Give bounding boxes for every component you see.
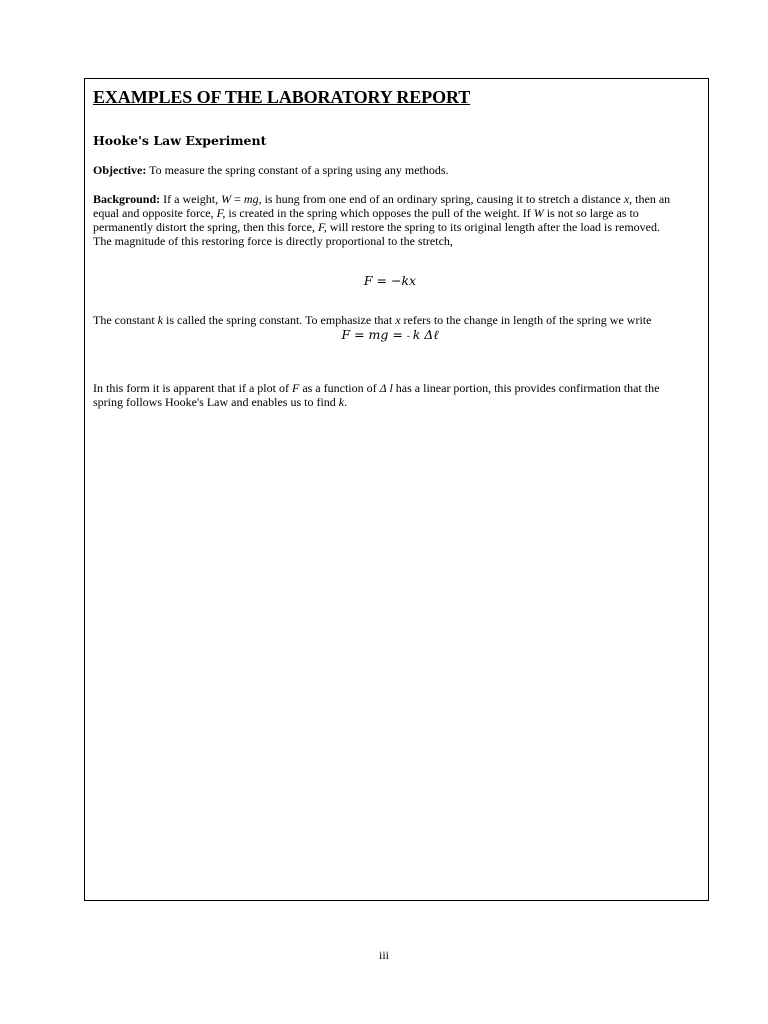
equation-part: F = mg = xyxy=(341,327,407,342)
variable: x xyxy=(395,313,401,327)
background-text: , then an equal and opposite force, xyxy=(93,192,671,220)
background-text: = xyxy=(231,192,244,206)
variable: F, xyxy=(216,206,226,220)
spring-constant-paragraph xyxy=(93,313,673,327)
objective-paragraph xyxy=(93,163,673,177)
variable: W xyxy=(533,206,544,220)
background-text: will restore the spring to its original length after the load is removed. The magnitude of this restoring force is directly proportional to the stretch, xyxy=(93,220,661,248)
variable: k xyxy=(338,395,345,409)
background-paragraph xyxy=(93,192,673,248)
equation-part: k Δℓ xyxy=(412,327,439,342)
background-text: is created in the spring which opposes the pull of the weight. If xyxy=(225,206,534,220)
page-number: iii xyxy=(378,948,389,962)
objective-text: To measure the spring constant of a spring using any methods. xyxy=(146,163,449,177)
force-stretch-equation xyxy=(107,327,673,345)
paragraph-text: is called the spring constant. To emphasize that xyxy=(162,313,396,327)
variable: Δ l xyxy=(379,381,393,395)
objective-label: Objective: xyxy=(93,163,147,177)
paragraph-text: has a linear portion, this provides confirmation that the spring follows Hooke's Law and enables us to find xyxy=(93,381,660,409)
section-title: Hooke's Law Experiment xyxy=(93,133,267,148)
report-content xyxy=(93,86,673,409)
variable: W xyxy=(221,192,232,206)
background-text: , is hung from one end of an ordinary spring, causing it to stretch a distance xyxy=(258,192,624,206)
background-label: Background: xyxy=(93,192,161,206)
paragraph-text: . xyxy=(344,395,348,409)
variable: F xyxy=(291,381,300,395)
page-title: EXAMPLES OF THE LABORATORY REPORT xyxy=(93,87,471,107)
paragraph-text: as a function of xyxy=(299,381,380,395)
background-text: is not so large as to permanently distort the spring, then this force, xyxy=(93,206,639,234)
paragraph-text: The constant xyxy=(93,313,158,327)
plot-paragraph xyxy=(93,381,673,409)
paragraph-text: refers to the change in length of the spring we write xyxy=(400,313,652,327)
variable: F, xyxy=(317,220,327,234)
variable: mg xyxy=(243,192,259,206)
paragraph-text: In this form it is apparent that if a plot of xyxy=(93,381,292,395)
equation-part: - xyxy=(406,332,413,342)
background-text: If a weight, xyxy=(160,192,222,206)
variable: k xyxy=(157,313,163,327)
variable: x xyxy=(623,192,630,206)
hookes-law-equation: F = −kx xyxy=(363,273,417,288)
